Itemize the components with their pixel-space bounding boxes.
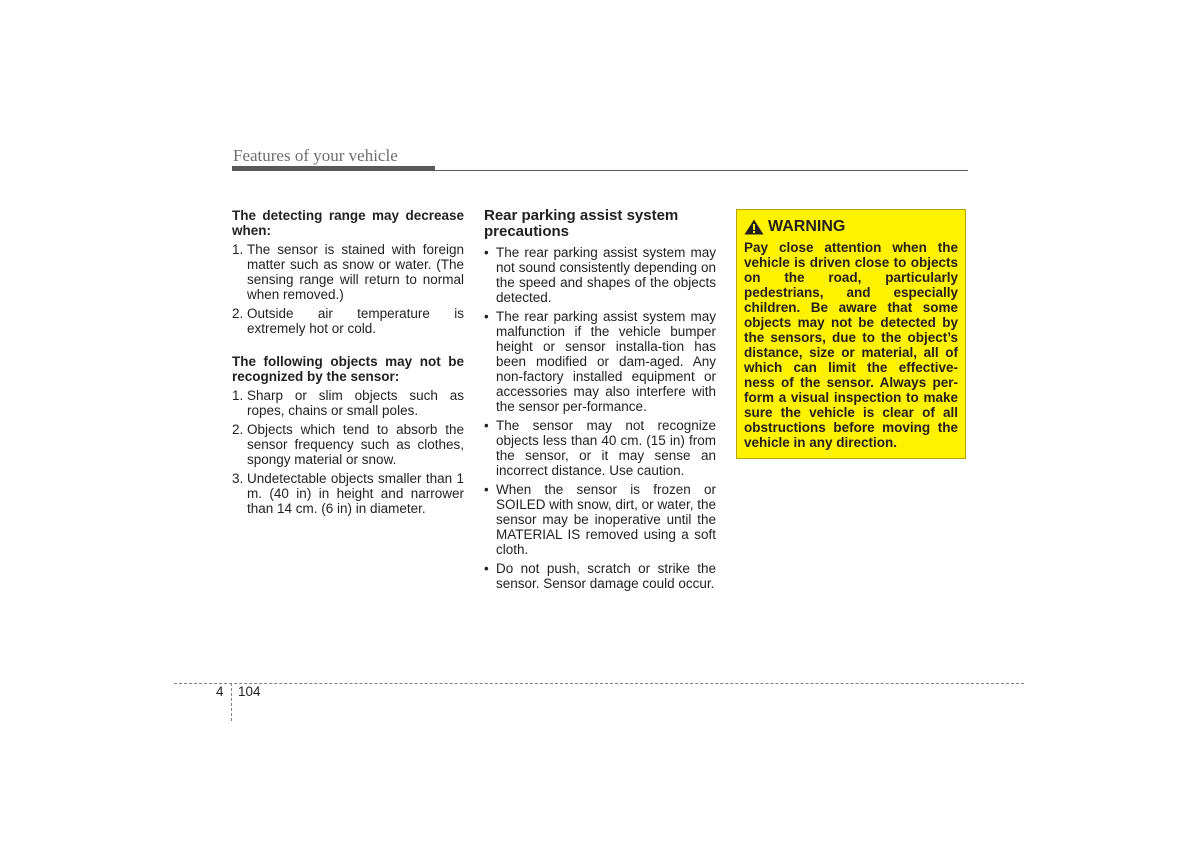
list-item-text: The rear parking assist system may malfunction if the vehicle bumper height or sensor installa-tion has been modified or dam-aged. Any non-factory installed equipment or accessories may also interfere with the sensor per-formance. (496, 309, 716, 414)
bullet-icon: • (484, 482, 489, 497)
section-title: Rear parking assist system precautions (484, 207, 679, 240)
list-item (232, 422, 464, 467)
list-item-text: Objects which tend to absorb the sensor frequency such as clothes, spongy material or snow. (247, 422, 464, 467)
list-item-text: The sensor may not recognize objects less than 40 cm. (15 in) from the sensor, or it may sense an incorrect distance. Use caution. (496, 418, 716, 478)
list-item (484, 418, 716, 478)
bullet-icon: • (484, 309, 489, 324)
list-item (232, 388, 464, 418)
list-number: 3. (232, 471, 244, 486)
detecting-range-list (232, 242, 464, 336)
list-item-text: Do not push, scratch or strike the sensor. Sensor damage could occur. (496, 561, 716, 591)
unrecognized-objects-list (232, 388, 464, 516)
list-number: 1. (232, 388, 244, 403)
chapter-number: 4 (216, 684, 224, 699)
warning-title: WARNING (768, 218, 846, 235)
list-item (484, 561, 716, 591)
warning-triangle-icon (744, 219, 764, 235)
page-number: 104 (238, 684, 261, 699)
bullet-icon: • (484, 561, 489, 576)
list-number: 1. (232, 242, 244, 257)
list-item-text: Outside air temperature is extremely hot or cold. (247, 306, 464, 336)
header-rule-thick (232, 166, 435, 171)
footer-divider (174, 683, 1024, 684)
list-item-text: The rear parking assist system may not sound consistently depending on the speed and shapes of the objects detected. (496, 245, 716, 305)
list-item (232, 242, 464, 302)
bullet-icon: • (484, 245, 489, 260)
detecting-range-heading: The detecting range may decrease when: (232, 208, 464, 238)
warning-text: Pay close attention when the vehicle is driven close to objects on the road, particularly pedestrians, and especially children. Be aware that some objects may not be detected by the sensors, due to the object’s distance, size or material, all of which can limit the effective-ness of the sensor. Always per-form a visual inspection to make sure the vehicle is clear of all obstructions before moving the vehicle in any direction. (744, 240, 958, 450)
list-item (484, 245, 716, 305)
left-column (232, 208, 464, 520)
list-item-text: Undetectable objects smaller than 1 m. (40 in) in height and narrower than 14 cm. (6 in) in diameter. (247, 471, 464, 516)
middle-column (484, 208, 716, 595)
list-item (484, 309, 716, 414)
footer-vertical-divider (231, 683, 232, 721)
header-rule-thin (435, 170, 968, 171)
list-number: 2. (232, 306, 244, 321)
list-item (232, 471, 464, 516)
list-item (484, 482, 716, 557)
warning-box (736, 209, 966, 459)
list-number: 2. (232, 422, 244, 437)
precautions-list (484, 245, 716, 591)
unrecognized-objects-heading: The following objects may not be recognized by the sensor: (232, 354, 464, 384)
list-item-text: When the sensor is frozen or SOILED with snow, dirt, or water, the sensor may be inoperative until the MATERIAL IS removed using a soft cloth. (496, 482, 716, 557)
list-item-text: Sharp or slim objects such as ropes, chains or small poles. (247, 388, 464, 418)
page-header-title: Features of your vehicle (233, 146, 398, 165)
list-item (232, 306, 464, 336)
warning-header (744, 218, 958, 236)
list-item-text: The sensor is stained with foreign matter such as snow or water. (The sensing range will return to normal when removed.) (247, 242, 464, 302)
bullet-icon: • (484, 418, 489, 433)
